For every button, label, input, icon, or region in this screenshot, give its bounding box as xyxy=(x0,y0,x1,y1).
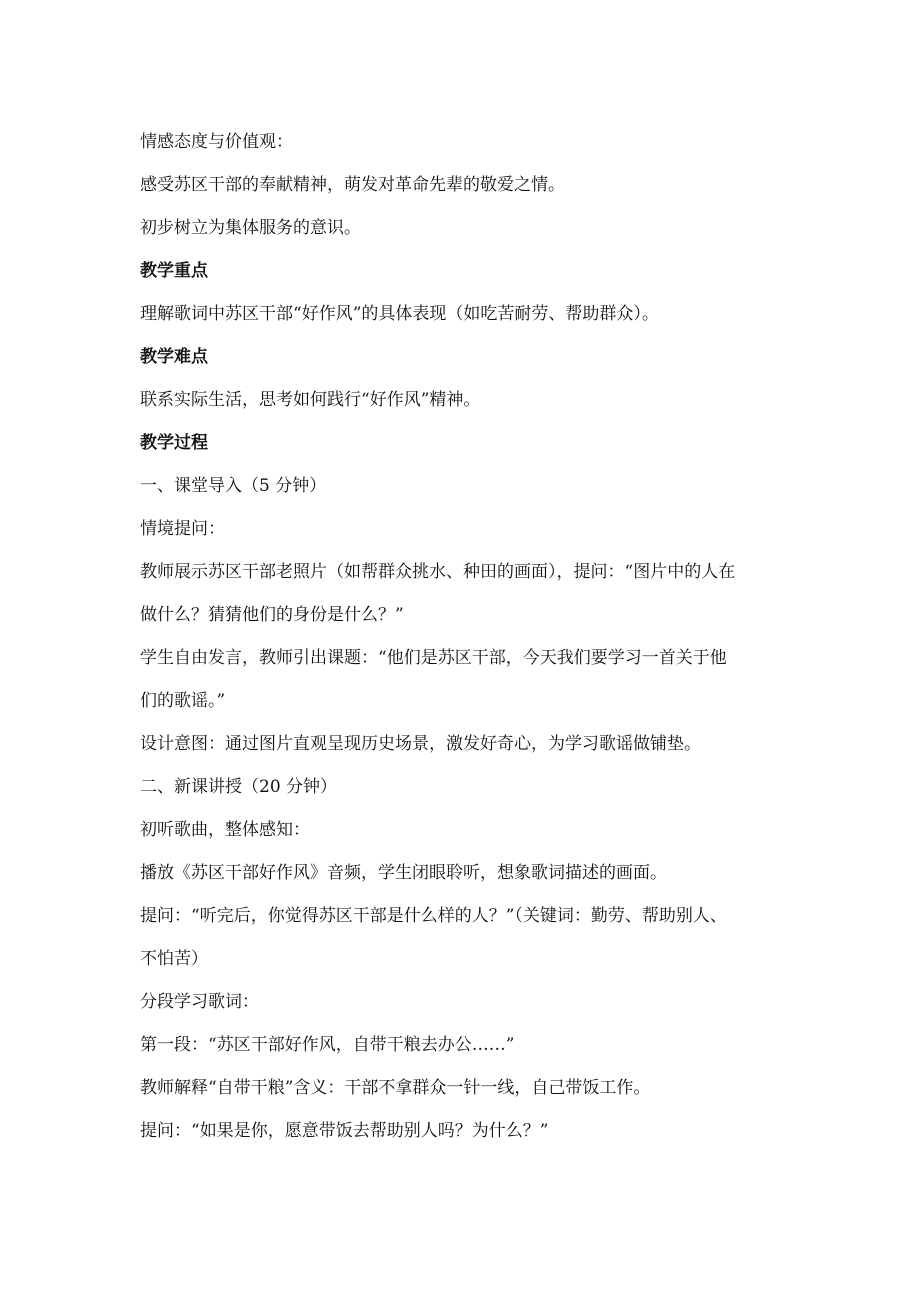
text-line: 设计意图：通过图片直观呈现历史场景，激发好奇心，为学习歌谣做铺垫。 xyxy=(140,734,701,754)
section-heading: 教学重点 xyxy=(140,261,208,281)
text-line: 情感态度与价值观： xyxy=(140,132,293,152)
text-line: 提问：“听完后，你觉得苏区干部是什么样的人？”（关键词：勤劳、帮助别人、 xyxy=(140,906,727,926)
text-line: 初听歌曲，整体感知： xyxy=(140,820,310,840)
text-line: 提问：“如果是你，愿意带饭去帮助别人吗？为什么？” xyxy=(140,1121,549,1141)
text-line: 二、新课讲授（20 分钟） xyxy=(140,777,338,797)
text-line: 分段学习歌词： xyxy=(140,992,259,1012)
text-line: 一、课堂导入（5 分钟） xyxy=(140,476,327,496)
section-heading: 教学难点 xyxy=(140,347,208,367)
text-line: 学生自由发言，教师引出课题：“他们是苏区干部，今天我们要学习一首关于他 xyxy=(140,648,727,668)
text-line: 理解歌词中苏区干部“好作风”的具体表现（如吃苦耐劳、帮助群众）。 xyxy=(140,304,659,324)
text-line: 做什么？猜猜他们的身份是什么？” xyxy=(140,605,404,625)
text-line: 联系实际生活，思考如何践行“好作风”精神。 xyxy=(140,390,481,410)
text-line: 初步树立为集体服务的意识。 xyxy=(140,218,361,238)
text-line: 情境提问： xyxy=(140,519,225,539)
text-line: 不怕苦） xyxy=(140,949,208,969)
text-line: 播放《苏区干部好作风》音频，学生闭眼聆听，想象歌词描述的画面。 xyxy=(140,863,667,883)
text-line: 们的歌谣。” xyxy=(140,691,226,711)
text-line: 教师展示苏区干部老照片（如帮群众挑水、种田的画面），提问：“图片中的人在 xyxy=(140,562,736,582)
text-line: 第一段：“苏区干部好作风，自带干粮去办公……” xyxy=(140,1035,515,1055)
text-line: 感受苏区干部的奉献精神，萌发对革命先辈的敬爱之情。 xyxy=(140,175,565,195)
text-line: 教师解释“自带干粮”含义：干部不拿群众一针一线，自己带饭工作。 xyxy=(140,1078,651,1098)
section-heading: 教学过程 xyxy=(140,433,208,453)
